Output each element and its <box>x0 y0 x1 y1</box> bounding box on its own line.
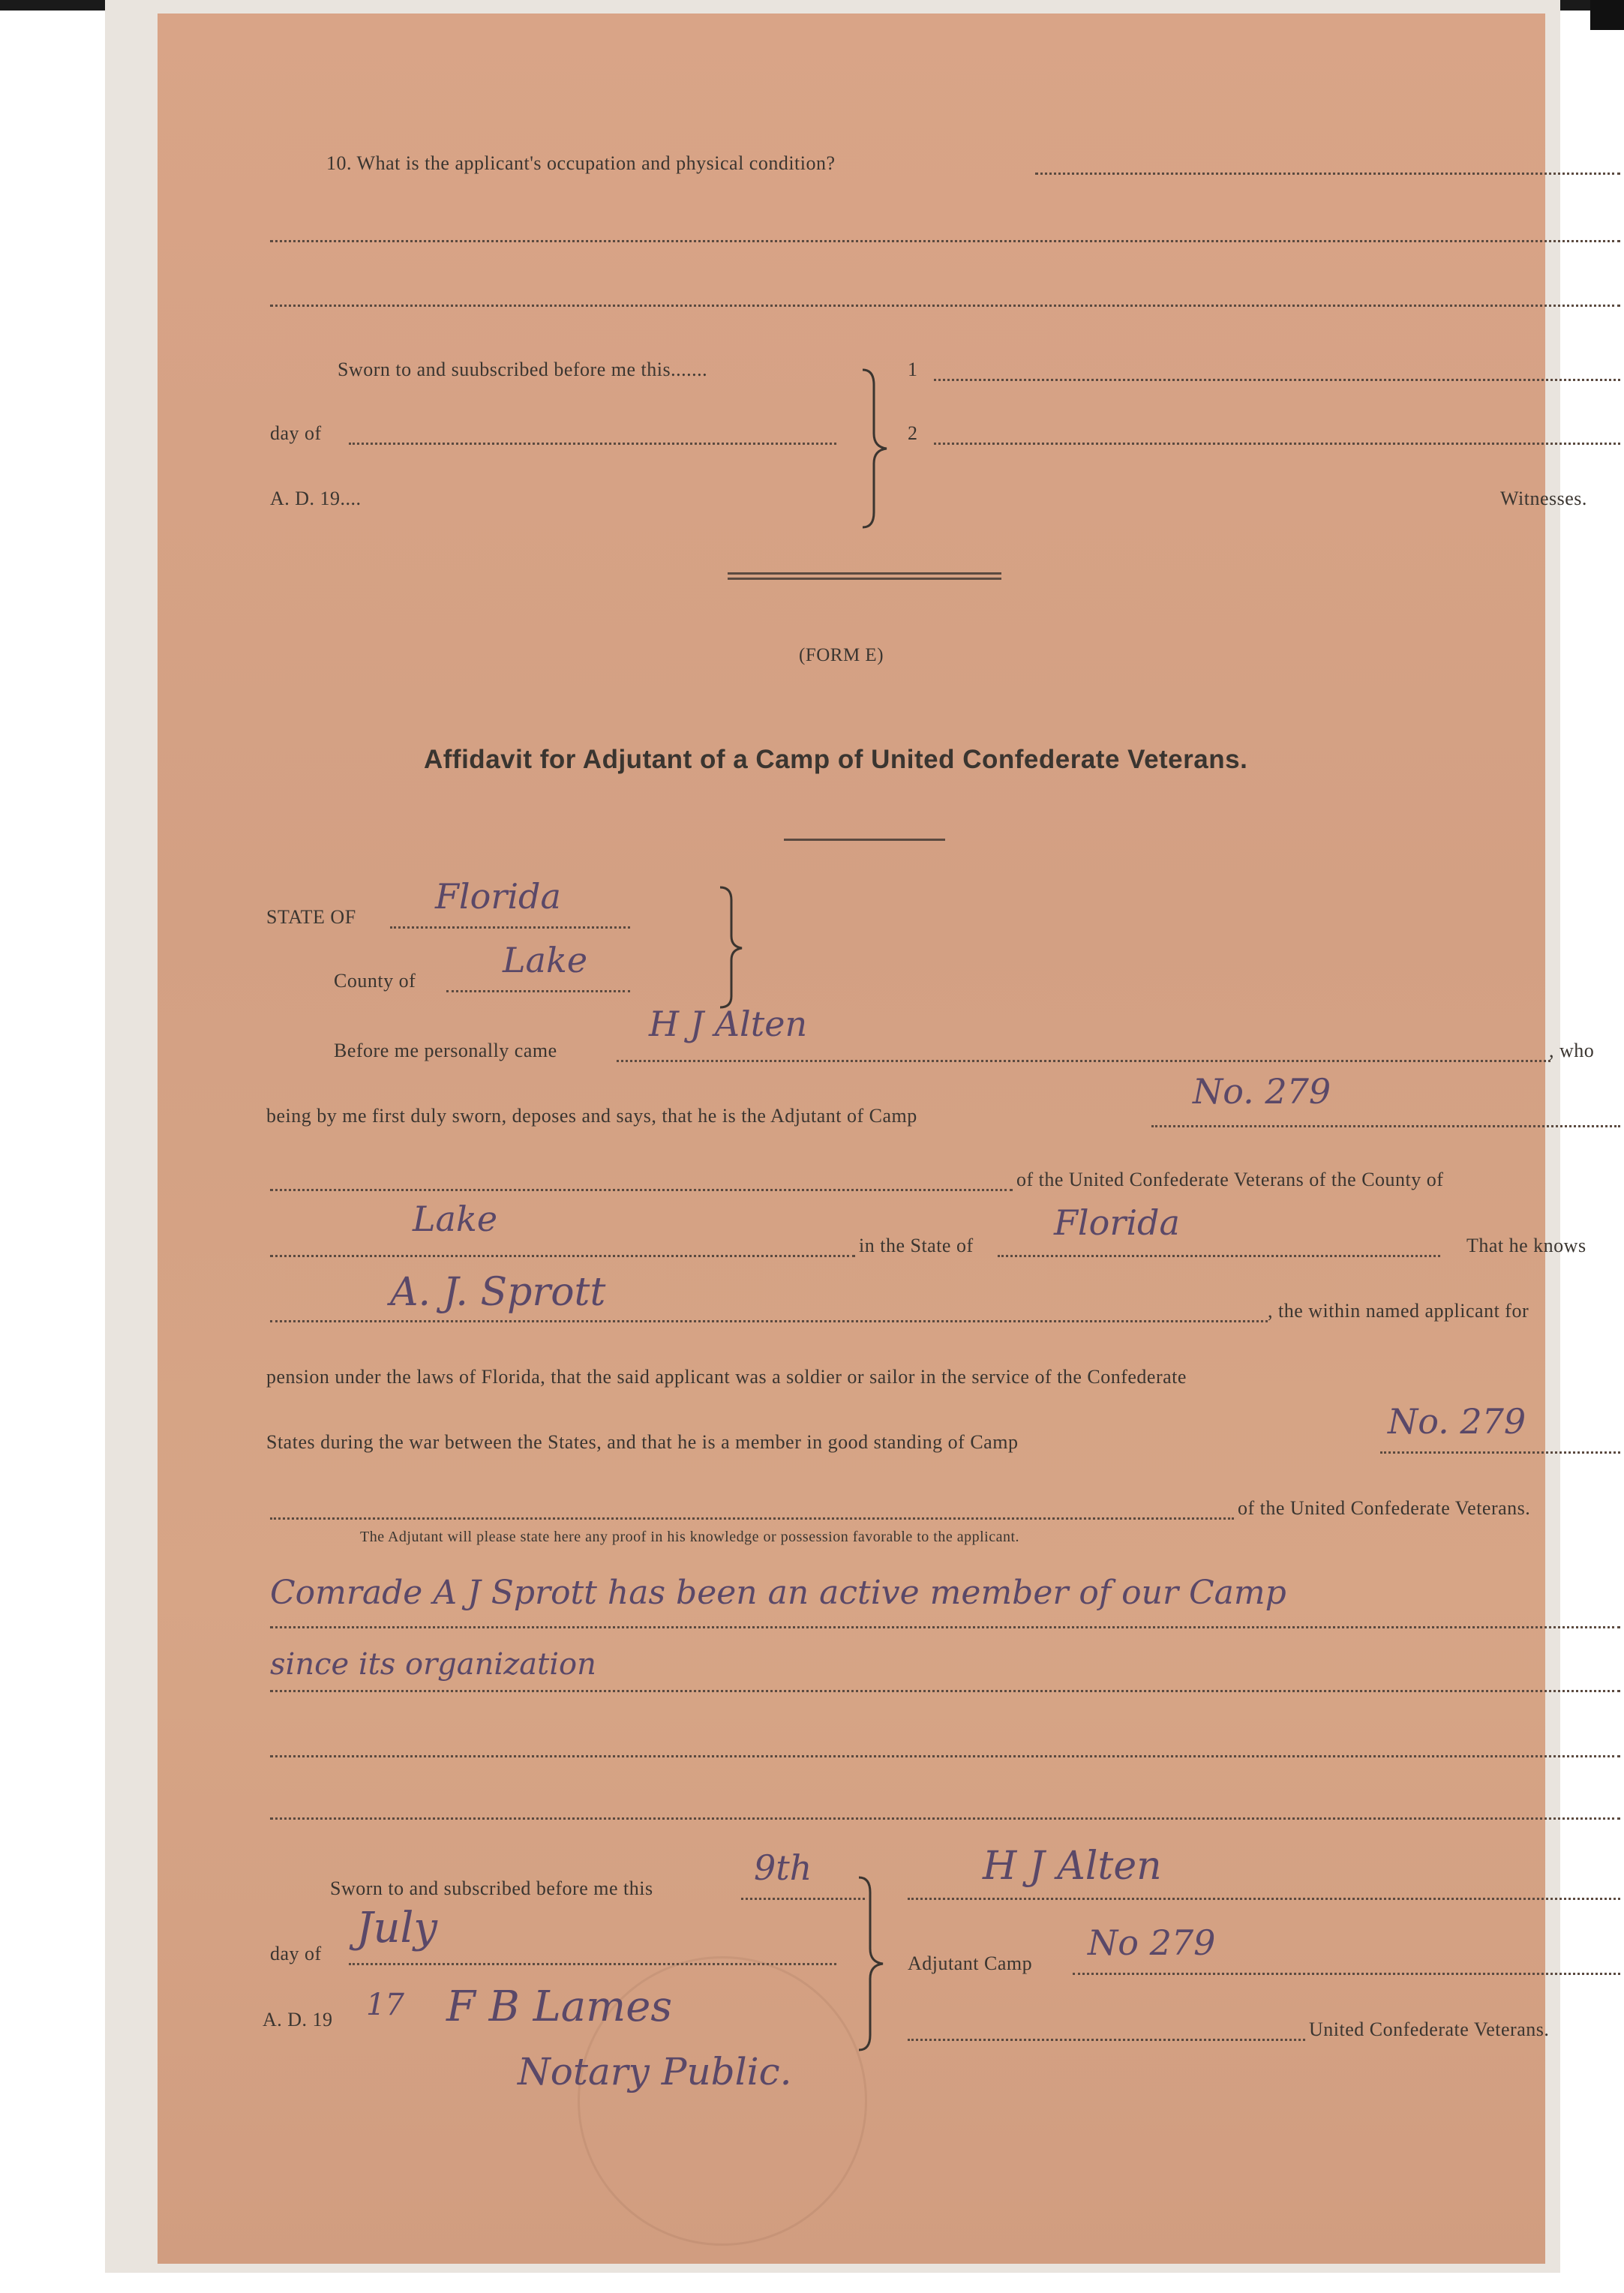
states-text: States during the war between the States, and that he is a member in good standing of Camp <box>266 1431 1019 1453</box>
who-label: , who <box>1549 1040 1595 1061</box>
state-handwritten: Florida <box>435 876 561 917</box>
applicant-line <box>270 1320 1268 1322</box>
camp-line-4 <box>270 1517 1234 1520</box>
proof-line <box>270 1690 1620 1692</box>
adjutant-signature: H J Alten <box>983 1844 1162 1889</box>
answer-line <box>1035 173 1620 175</box>
answer-line <box>270 305 1620 307</box>
adjutant-of-camp-text: being by me first duly sworn, deposes and says, that he is the Adjutant of Camp <box>266 1105 917 1127</box>
sworn-day-handwritten: 9th <box>754 1847 812 1888</box>
adjutant-camp-label: Adjutant Camp <box>908 1952 1033 1974</box>
divider <box>728 578 1001 580</box>
question-10: 10. What is the applicant's occupation and physical condition? <box>326 152 836 174</box>
notary-name-handwritten: F B Lames <box>446 1982 673 2031</box>
day-line <box>349 443 836 445</box>
proof-line <box>270 1755 1620 1757</box>
adjutant-camp-handwritten: No 279 <box>1088 1922 1216 1963</box>
proof-line <box>270 1626 1620 1628</box>
document-page <box>158 14 1595 2264</box>
brace <box>716 884 746 1011</box>
state-name-line <box>998 1255 1440 1257</box>
camp-line-2 <box>270 1189 1013 1191</box>
camp-line-3 <box>1380 1451 1620 1454</box>
form-title: Affidavit for Adjutant of a Camp of United Confederate Veterans. <box>424 745 1248 774</box>
camp-number-handwritten: No. 279 <box>1193 1071 1331 1112</box>
state-of-label: STATE OF <box>266 906 356 928</box>
embossed-seal <box>578 1956 867 2246</box>
scan-corner <box>1590 0 1624 30</box>
proof-handwritten-2: since its organization <box>270 1647 596 1682</box>
day-of-label-2: day of <box>270 1943 322 1964</box>
year-suffix-handwritten: 17 <box>366 1988 404 2022</box>
ucv-label: United Confederate Veterans. <box>1309 2018 1550 2040</box>
sworn-text: Sworn to and suubscribed before me this....... <box>338 359 708 380</box>
witnesses-label: Witnesses. <box>1500 488 1587 509</box>
divider <box>728 572 1001 575</box>
witness-1-number: 1 <box>908 359 918 380</box>
that-he-knows-text: That he knows <box>1466 1235 1586 1256</box>
of-ucv-text: of the United Confederate Veterans. <box>1238 1497 1531 1519</box>
county-of-label: County of <box>334 970 416 992</box>
brace <box>855 366 900 531</box>
applicant-name-handwritten: A. J. Sprott <box>390 1270 606 1315</box>
month-handwritten: July <box>356 1904 438 1952</box>
adjutant-camp-line <box>1073 1973 1620 1975</box>
form-label: (FORM E) <box>799 645 884 665</box>
pension-text: pension under the laws of Florida, that the said applicant was a soldier or sailor in the service of the Confederate <box>266 1366 1187 1388</box>
in-state-of-label: in the State of <box>859 1235 974 1256</box>
instruction-text: The Adjutant will please state here any proof in his knowledge or possession favorable to the applicant. <box>360 1529 1020 1545</box>
brace <box>851 1874 896 2054</box>
notary-title-handwritten: Notary Public. <box>518 2050 792 2093</box>
before-me-label: Before me personally came <box>334 1040 557 1061</box>
county-name-handwritten: Lake <box>413 1199 498 1239</box>
proof-handwritten-1: Comrade A J Sprott has been an active member of our Camp <box>270 1574 1286 1612</box>
ad-label: A. D. 19 <box>263 2009 333 2030</box>
answer-line <box>270 240 1620 242</box>
camp-number-2-handwritten: No. 279 <box>1388 1401 1526 1442</box>
camp-line <box>1151 1125 1620 1127</box>
county-line <box>446 990 630 992</box>
day-of-label: day of <box>270 422 322 444</box>
ucv-line <box>908 2039 1305 2041</box>
state-name-handwritten: Florida <box>1054 1202 1180 1243</box>
signature-line <box>908 1898 1620 1900</box>
county-name-line <box>270 1255 855 1257</box>
witness-1-line <box>934 379 1620 381</box>
state-line <box>390 926 630 929</box>
name-line <box>617 1060 1550 1062</box>
witness-2-line <box>934 443 1620 445</box>
ucv-county-text: of the United Confederate Veterans of the County of <box>1016 1169 1444 1190</box>
sworn-day-line <box>741 1898 865 1900</box>
title-underline <box>784 839 945 841</box>
ad-year: A. D. 19.... <box>270 488 362 509</box>
county-handwritten: Lake <box>503 940 588 980</box>
sworn-text-2: Sworn to and subscribed before me this <box>330 1877 653 1899</box>
proof-line <box>270 1817 1620 1820</box>
adjutant-name-handwritten: H J Alten <box>649 1004 808 1044</box>
witness-2-number: 2 <box>908 422 918 444</box>
within-named-text: , the within named applicant for <box>1268 1300 1529 1322</box>
